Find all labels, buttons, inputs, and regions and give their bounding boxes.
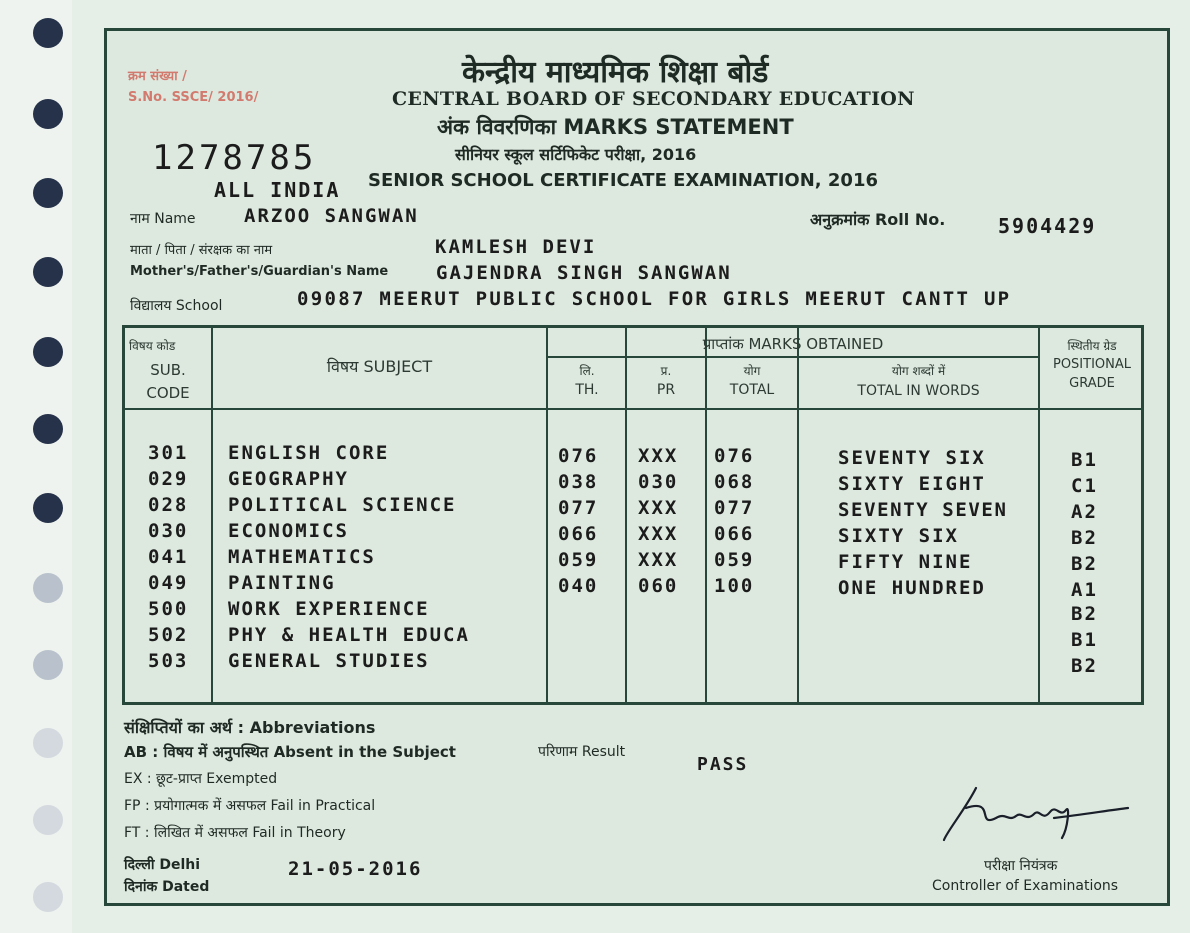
theory-marks: 077 — [558, 497, 599, 519]
grade: A1 — [1071, 579, 1098, 601]
theory-marks: 076 — [558, 445, 599, 467]
grade: B2 — [1071, 603, 1098, 625]
abbreviations-title: संक्षिप्तियों का अर्थ : Abbreviations — [124, 718, 376, 737]
total-marks: 100 — [714, 575, 755, 597]
marks-group-rule — [548, 356, 1040, 358]
board-name-hindi: केन्द्रीय माध्यमिक शिक्षा बोर्ड — [462, 55, 769, 90]
controller-title-hindi: परीक्षा नियंत्रक — [984, 858, 1058, 874]
theory-marks: 066 — [558, 523, 599, 545]
issue-date: 21-05-2016 — [288, 858, 423, 880]
code-head-sub: SUB. — [150, 361, 186, 379]
feed-hole — [33, 882, 63, 912]
feed-hole — [33, 337, 63, 367]
subject-name: GENERAL STUDIES — [228, 650, 430, 672]
result-label: परिणाम Result — [538, 744, 626, 760]
feed-hole — [33, 414, 63, 444]
feed-hole — [33, 18, 63, 48]
controller-signature — [936, 778, 1136, 848]
total-in-words: SEVENTY SEVEN — [838, 499, 1008, 521]
subject-name: GEOGRAPHY — [228, 468, 349, 490]
feed-hole — [33, 257, 63, 287]
feed-hole — [33, 493, 63, 523]
subject-name: ENGLISH CORE — [228, 442, 390, 464]
board-name-english: CENTRAL BOARD OF SECONDARY EDUCATION — [392, 88, 915, 110]
subject-name: PAINTING — [228, 572, 336, 594]
subject-code: 028 — [148, 494, 189, 516]
grade: B2 — [1071, 655, 1098, 677]
subject-code: 301 — [148, 442, 189, 464]
father-name: GAJENDRA SINGH SANGWAN — [436, 262, 732, 284]
practical-marks: 030 — [638, 471, 679, 493]
total-in-words: ONE HUNDRED — [838, 577, 986, 599]
abbr-absent: AB : विषय में अनुपस्थित Absent in the Subject — [124, 743, 456, 761]
region-label: ALL INDIA — [214, 178, 341, 202]
feed-hole — [33, 650, 63, 680]
school-name: 09087 MEERUT PUBLIC SCHOOL FOR GIRLS MEERUT CANTT UP — [297, 288, 1012, 310]
subject-name: MATHEMATICS — [228, 546, 376, 568]
grade-head-positional: POSITIONAL — [1052, 357, 1132, 372]
serial-label-hindi: क्रम संख्या / — [128, 69, 187, 84]
header-rule — [125, 408, 1141, 410]
pr-head: PR — [656, 382, 676, 398]
total-head-hindi: योग — [743, 364, 761, 378]
total-marks: 076 — [714, 445, 755, 467]
subject-code: 049 — [148, 572, 189, 594]
total-head: TOTAL — [729, 382, 775, 398]
words-head-hindi: योग शब्दों में — [891, 364, 946, 378]
parent-label-english: Mother's/Father's/Guardian's Name — [130, 264, 389, 279]
student-name: ARZOO SANGWAN — [244, 205, 419, 227]
subject-code: 502 — [148, 624, 189, 646]
name-label: नाम Name — [130, 211, 196, 227]
date-label: दिनांक Dated — [124, 879, 210, 895]
grade: B2 — [1071, 553, 1098, 575]
subject-code: 029 — [148, 468, 189, 490]
subject-name: WORK EXPERIENCE — [228, 598, 430, 620]
serial-number: 1278785 — [152, 138, 317, 178]
subject-name: PHY & HEALTH EDUCA — [228, 624, 470, 646]
practical-marks: XXX — [638, 445, 679, 467]
total-marks: 059 — [714, 549, 755, 571]
feed-hole — [33, 728, 63, 758]
result-value: PASS — [697, 754, 749, 775]
pr-head-hindi: प्र. — [660, 364, 672, 378]
total-in-words: SIXTY EIGHT — [838, 473, 986, 495]
tractor-feed-strip — [0, 0, 72, 933]
place-label: दिल्ली Delhi — [124, 857, 201, 873]
grade-head-hindi: स्थितीय ग्रेड — [1067, 339, 1117, 353]
th-head: TH. — [575, 382, 599, 398]
code-head-code: CODE — [146, 384, 190, 402]
subject-head: विषय SUBJECT — [326, 357, 433, 376]
roll-number: 5904429 — [998, 214, 1097, 238]
abbr-exempted: EX : छूट-प्राप्त Exempted — [124, 771, 278, 787]
subject-code: 500 — [148, 598, 189, 620]
grade: B1 — [1071, 629, 1098, 651]
words-head: TOTAL IN WORDS — [857, 383, 980, 399]
theory-marks: 059 — [558, 549, 599, 571]
practical-marks: 060 — [638, 575, 679, 597]
controller-title-english: Controller of Examinations — [932, 878, 1119, 894]
column-divider — [211, 328, 213, 702]
subject-code: 503 — [148, 650, 189, 672]
th-head-hindi: लि. — [579, 364, 595, 378]
code-head-hindi: विषय कोड — [129, 339, 176, 353]
exam-name-hindi: सीनियर स्कूल सर्टिफिकेट परीक्षा, 2016 — [455, 145, 697, 164]
roll-label: अनुक्रमांक Roll No. — [810, 210, 946, 229]
practical-marks: XXX — [638, 497, 679, 519]
subject-name: POLITICAL SCIENCE — [228, 494, 457, 516]
abbr-fail-practical: FP : प्रयोगात्मक में असफल Fail in Practical — [124, 798, 376, 814]
school-label: विद्यालय School — [130, 298, 223, 314]
practical-marks: XXX — [638, 549, 679, 571]
feed-hole — [33, 99, 63, 129]
total-marks: 066 — [714, 523, 755, 545]
total-marks: 077 — [714, 497, 755, 519]
mother-name: KAMLESH DEVI — [435, 236, 597, 258]
statement-title: अंक विवरणिका MARKS STATEMENT — [437, 115, 794, 139]
abbr-fail-theory: FT : लिखित में असफल Fail in Theory — [124, 825, 346, 841]
subject-name: ECONOMICS — [228, 520, 349, 542]
theory-marks: 040 — [558, 575, 599, 597]
total-in-words: SEVENTY SIX — [838, 447, 986, 469]
total-in-words: SIXTY SIX — [838, 525, 959, 547]
serial-label-english: S.No. SSCE/ 2016/ — [128, 90, 259, 105]
grade: B1 — [1071, 449, 1098, 471]
grade: A2 — [1071, 501, 1098, 523]
signature-stroke — [944, 788, 1128, 840]
subject-code: 041 — [148, 546, 189, 568]
theory-marks: 038 — [558, 471, 599, 493]
subject-code: 030 — [148, 520, 189, 542]
marks-obtained-head: प्राप्तांक MARKS OBTAINED — [702, 335, 884, 353]
grade-head-grade: GRADE — [1069, 376, 1115, 391]
feed-hole — [33, 178, 63, 208]
grade: B2 — [1071, 527, 1098, 549]
parent-label-hindi: माता / पिता / संरक्षक का नाम — [130, 243, 273, 258]
grade: C1 — [1071, 475, 1098, 497]
practical-marks: XXX — [638, 523, 679, 545]
feed-hole — [33, 573, 63, 603]
feed-hole — [33, 805, 63, 835]
exam-name-english: SENIOR SCHOOL CERTIFICATE EXAMINATION, 2016 — [368, 170, 878, 191]
total-marks: 068 — [714, 471, 755, 493]
total-in-words: FIFTY NINE — [838, 551, 973, 573]
